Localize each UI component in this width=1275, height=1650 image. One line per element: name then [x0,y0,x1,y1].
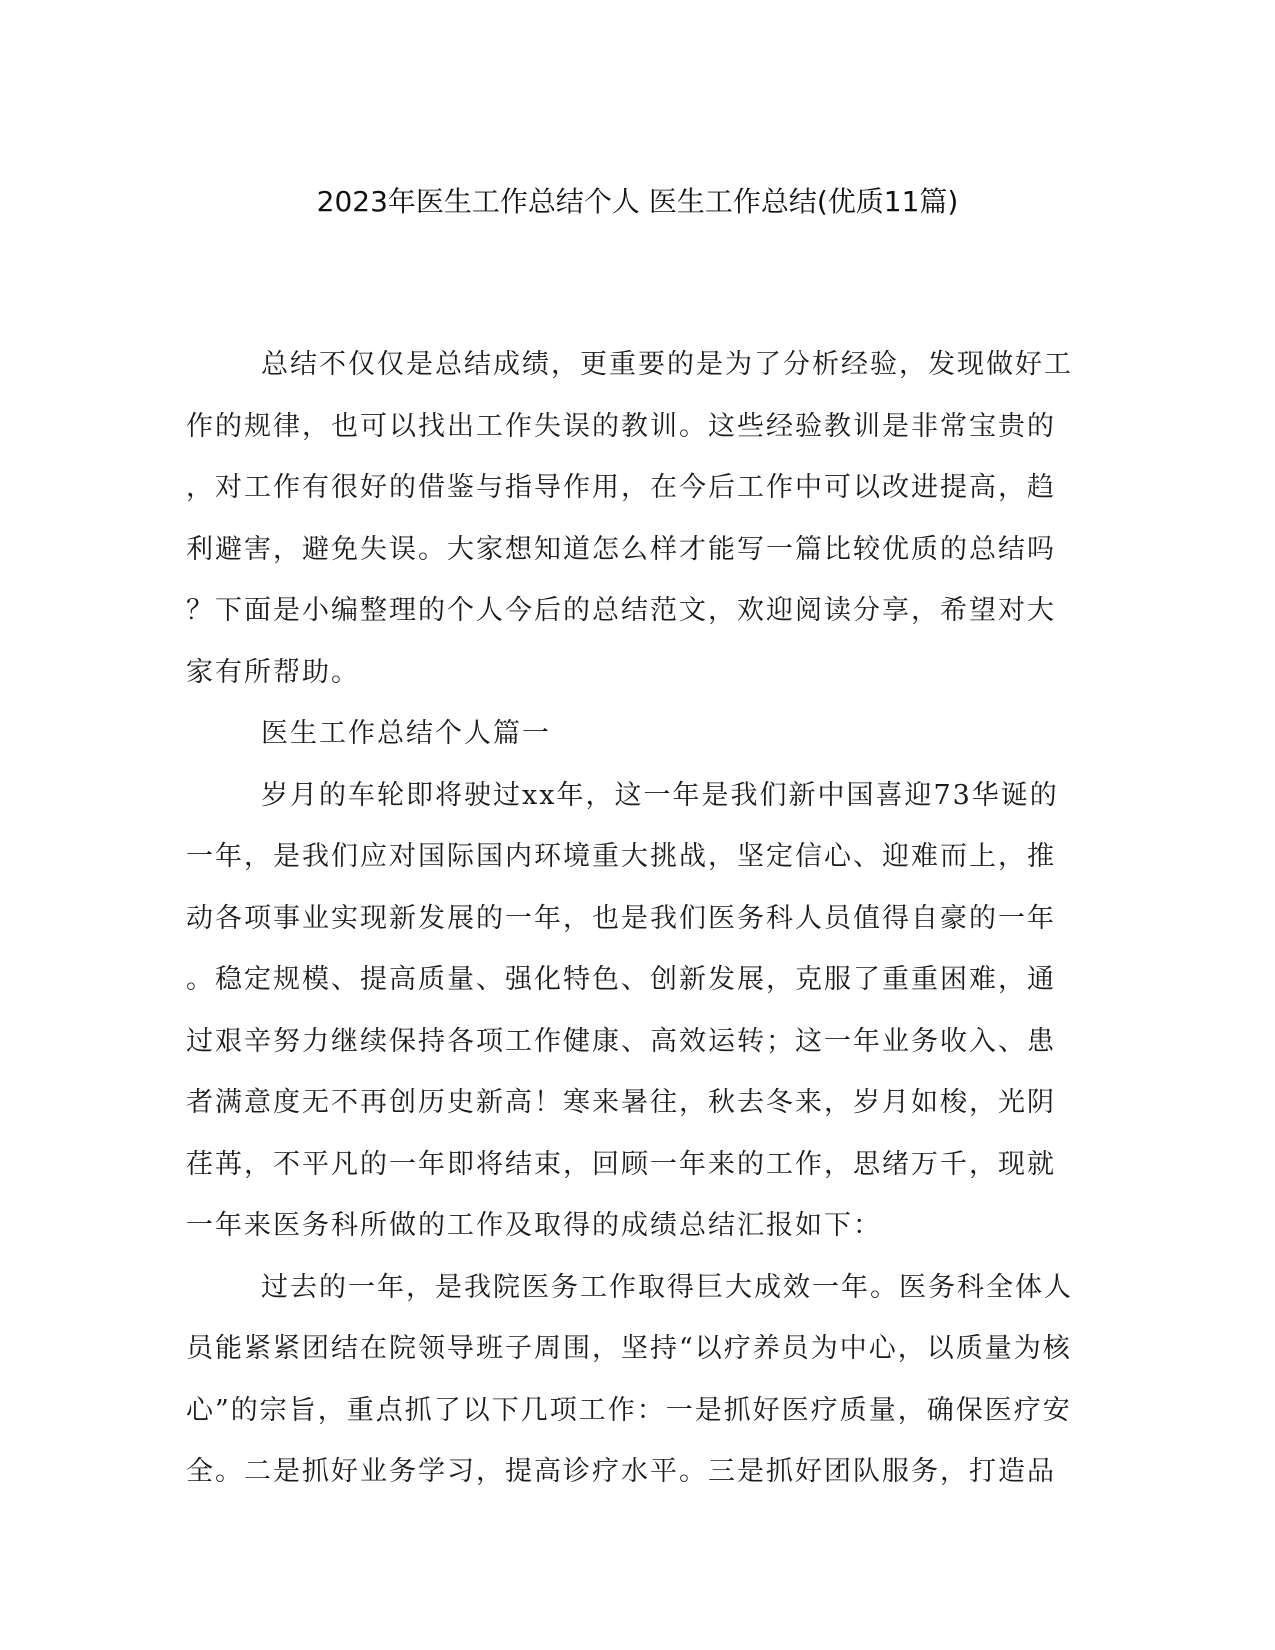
text-line: 荏苒，不平凡的一年即将结束，回顾一年来的工作，思绪万千，现就 [186,1148,1056,1180]
text-line: 医生工作总结个人篇一 [261,718,551,749]
text-line: 家有所帮助。 [186,656,360,688]
text-line: 动各项事业实现新发展的一年，也是我们医务科人员值得自豪的一年 [186,902,1056,934]
document-title: 2023年医生工作总结个人 医生工作总结(优质11篇) [316,185,959,218]
text-line: ，对工作有很好的借鉴与指导作用，在今后工作中可以改进提高，趋 [186,472,1056,503]
text-line: 全。二是抓好业务学习，提高诊疗水平。三是抓好团队服务，打造品 [186,1456,1056,1487]
text-line: 一年来医务科所做的工作及取得的成绩总结汇报如下： [186,1210,882,1241]
text-line: ？下面是小编整理的个人今后的总结范文，欢迎阅读分享，希望对大 [186,595,1056,626]
text-line: 利避害，避免失误。大家想知道怎么样才能写一篇比较优质的总结吗 [186,533,1056,565]
document-body [186,334,1086,1503]
text-line: 员能紧紧团结在院领导班子周围，坚持“以疗养员为中心，以质量为核 [186,1333,1072,1364]
text-line: 过去的一年，是我院医务工作取得巨大成效一年。医务科全体人 [261,1271,1073,1303]
text-line: 过艰辛努力继续保持各项工作健康、高效运转；这一年业务收入、患 [186,1025,1056,1057]
text-line: 者满意度无不再创历史新高！寒来暑往，秋去冬来，岁月如梭，光阴 [186,1087,1056,1118]
text-line: 岁月的车轮即将驶过xx年，这一年是我们新中国喜迎73华诞的 [261,779,1059,811]
text-line: 作的规律，也可以找出工作失误的教训。这些经验教训是非常宝贵的 [186,410,1056,442]
text-line: 总结不仅仅是总结成绩，更重要的是为了分析经验，发现做好工 [261,349,1073,380]
text-line: 一年，是我们应对国际国内环境重大挑战，坚定信心、迎难而上，推 [186,841,1056,872]
text-line: 心”的宗旨，重点抓了以下几项工作：一是抓好医疗质量，确保医疗安 [186,1394,1072,1426]
text-line: 。稳定规模、提高质量、强化特色、创新发展，克服了重重困难，通 [186,964,1056,995]
